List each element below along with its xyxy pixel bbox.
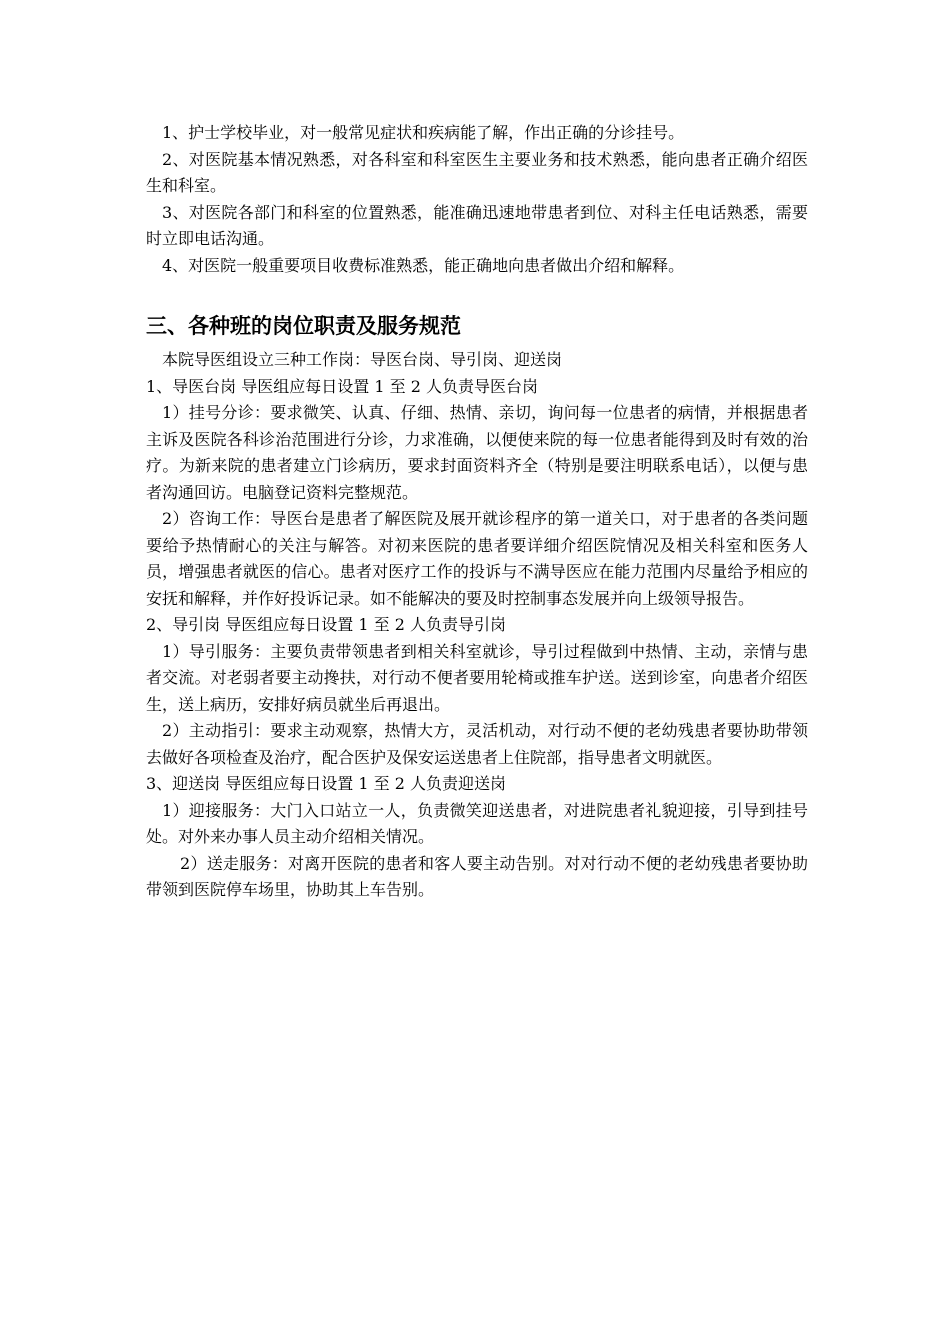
qualification-item-3: 3、对医院各部门和科室的位置熟悉，能准确迅速地带患者到位、对科主任电话熟悉，需要时立即电话沟通。 bbox=[146, 202, 808, 248]
document-page bbox=[146, 120, 808, 904]
post-1-item-2: 2）咨询工作：导医台是患者了解医院及展开就诊程序的第一道关口，对于患者的各类问题要给予热情耐心的关注与解答。对初来医院的患者要详细介绍医院情况及相关科室和医务人员，增强患者就医的信心。患者对医疗工作的投诉与不满导医应在能力范围内尽量给予相应的安抚和解释，并作好投诉记录。如不能解决的要及时控制事态发展并向上级领导报告。 bbox=[146, 509, 808, 608]
qualification-item-4: 4、对医院一般重要项目收费标准熟悉，能正确地向患者做出介绍和解释。 bbox=[162, 255, 685, 275]
post-2-title: 2、导引岗 导医组应每日设置 1 至 2 人负责导引岗 bbox=[146, 615, 506, 634]
section-heading: 三、各种班的岗位职责及服务规范 bbox=[146, 314, 461, 338]
qualification-item-2: 2、对医院基本情况熟悉，对各科室和科室医生主要业务和技术熟悉，能向患者正确介绍医生和科室。 bbox=[146, 149, 808, 195]
section-intro: 本院导医组设立三种工作岗：导医台岗、导引岗、迎送岗 bbox=[162, 350, 563, 369]
post-1-item-1: 1）挂号分诊：要求微笑、认真、仔细、热情、亲切，询问每一位患者的病情，并根据患者主诉及医院各科诊治范围进行分诊，力求准确，以便使来院的每一位患者能得到及时有效的治疗。为新来院的患者建立门诊病历，要求封面资料齐全（特别是要注明联系电话），以便与患者沟通回访。电脑登记资料完整规范。 bbox=[146, 403, 808, 502]
post-3-item-2: 2）送走服务：对离开医院的患者和客人要主动告别。对对行动不便的老幼残患者要协助带领到医院停车场里，协助其上车告别。 bbox=[146, 853, 808, 899]
post-2-item-1: 1）导引服务：主要负责带领患者到相关科室就诊，导引过程做到中热情、主动，亲情与患者交流。对老弱者要主动搀扶，对行动不便者要用轮椅或推车护送。送到诊室，向患者介绍医生，送上病历，安排好病员就坐后再退出。 bbox=[146, 641, 808, 714]
post-3-title: 3、迎送岗 导医组应每日设置 1 至 2 人负责迎送岗 bbox=[146, 774, 506, 793]
qualification-item-1: 1、护士学校毕业，对一般常见症状和疾病能了解，作出正确的分诊挂号。 bbox=[162, 123, 685, 142]
post-2-item-2: 2）主动指引：要求主动观察，热情大方，灵活机动，对行动不便的老幼残患者要协助带领去做好各项检查及治疗，配合医护及保安运送患者上住院部，指导患者文明就医。 bbox=[146, 721, 808, 767]
post-1-title: 1、导医台岗 导医组应每日设置 1 至 2 人负责导医台岗 bbox=[146, 376, 538, 396]
post-3-item-1: 1）迎接服务：大门入口站立一人，负责微笑迎送患者，对进院患者礼貌迎接，引导到挂号处。对外来办事人员主动介绍相关情况。 bbox=[146, 800, 808, 846]
